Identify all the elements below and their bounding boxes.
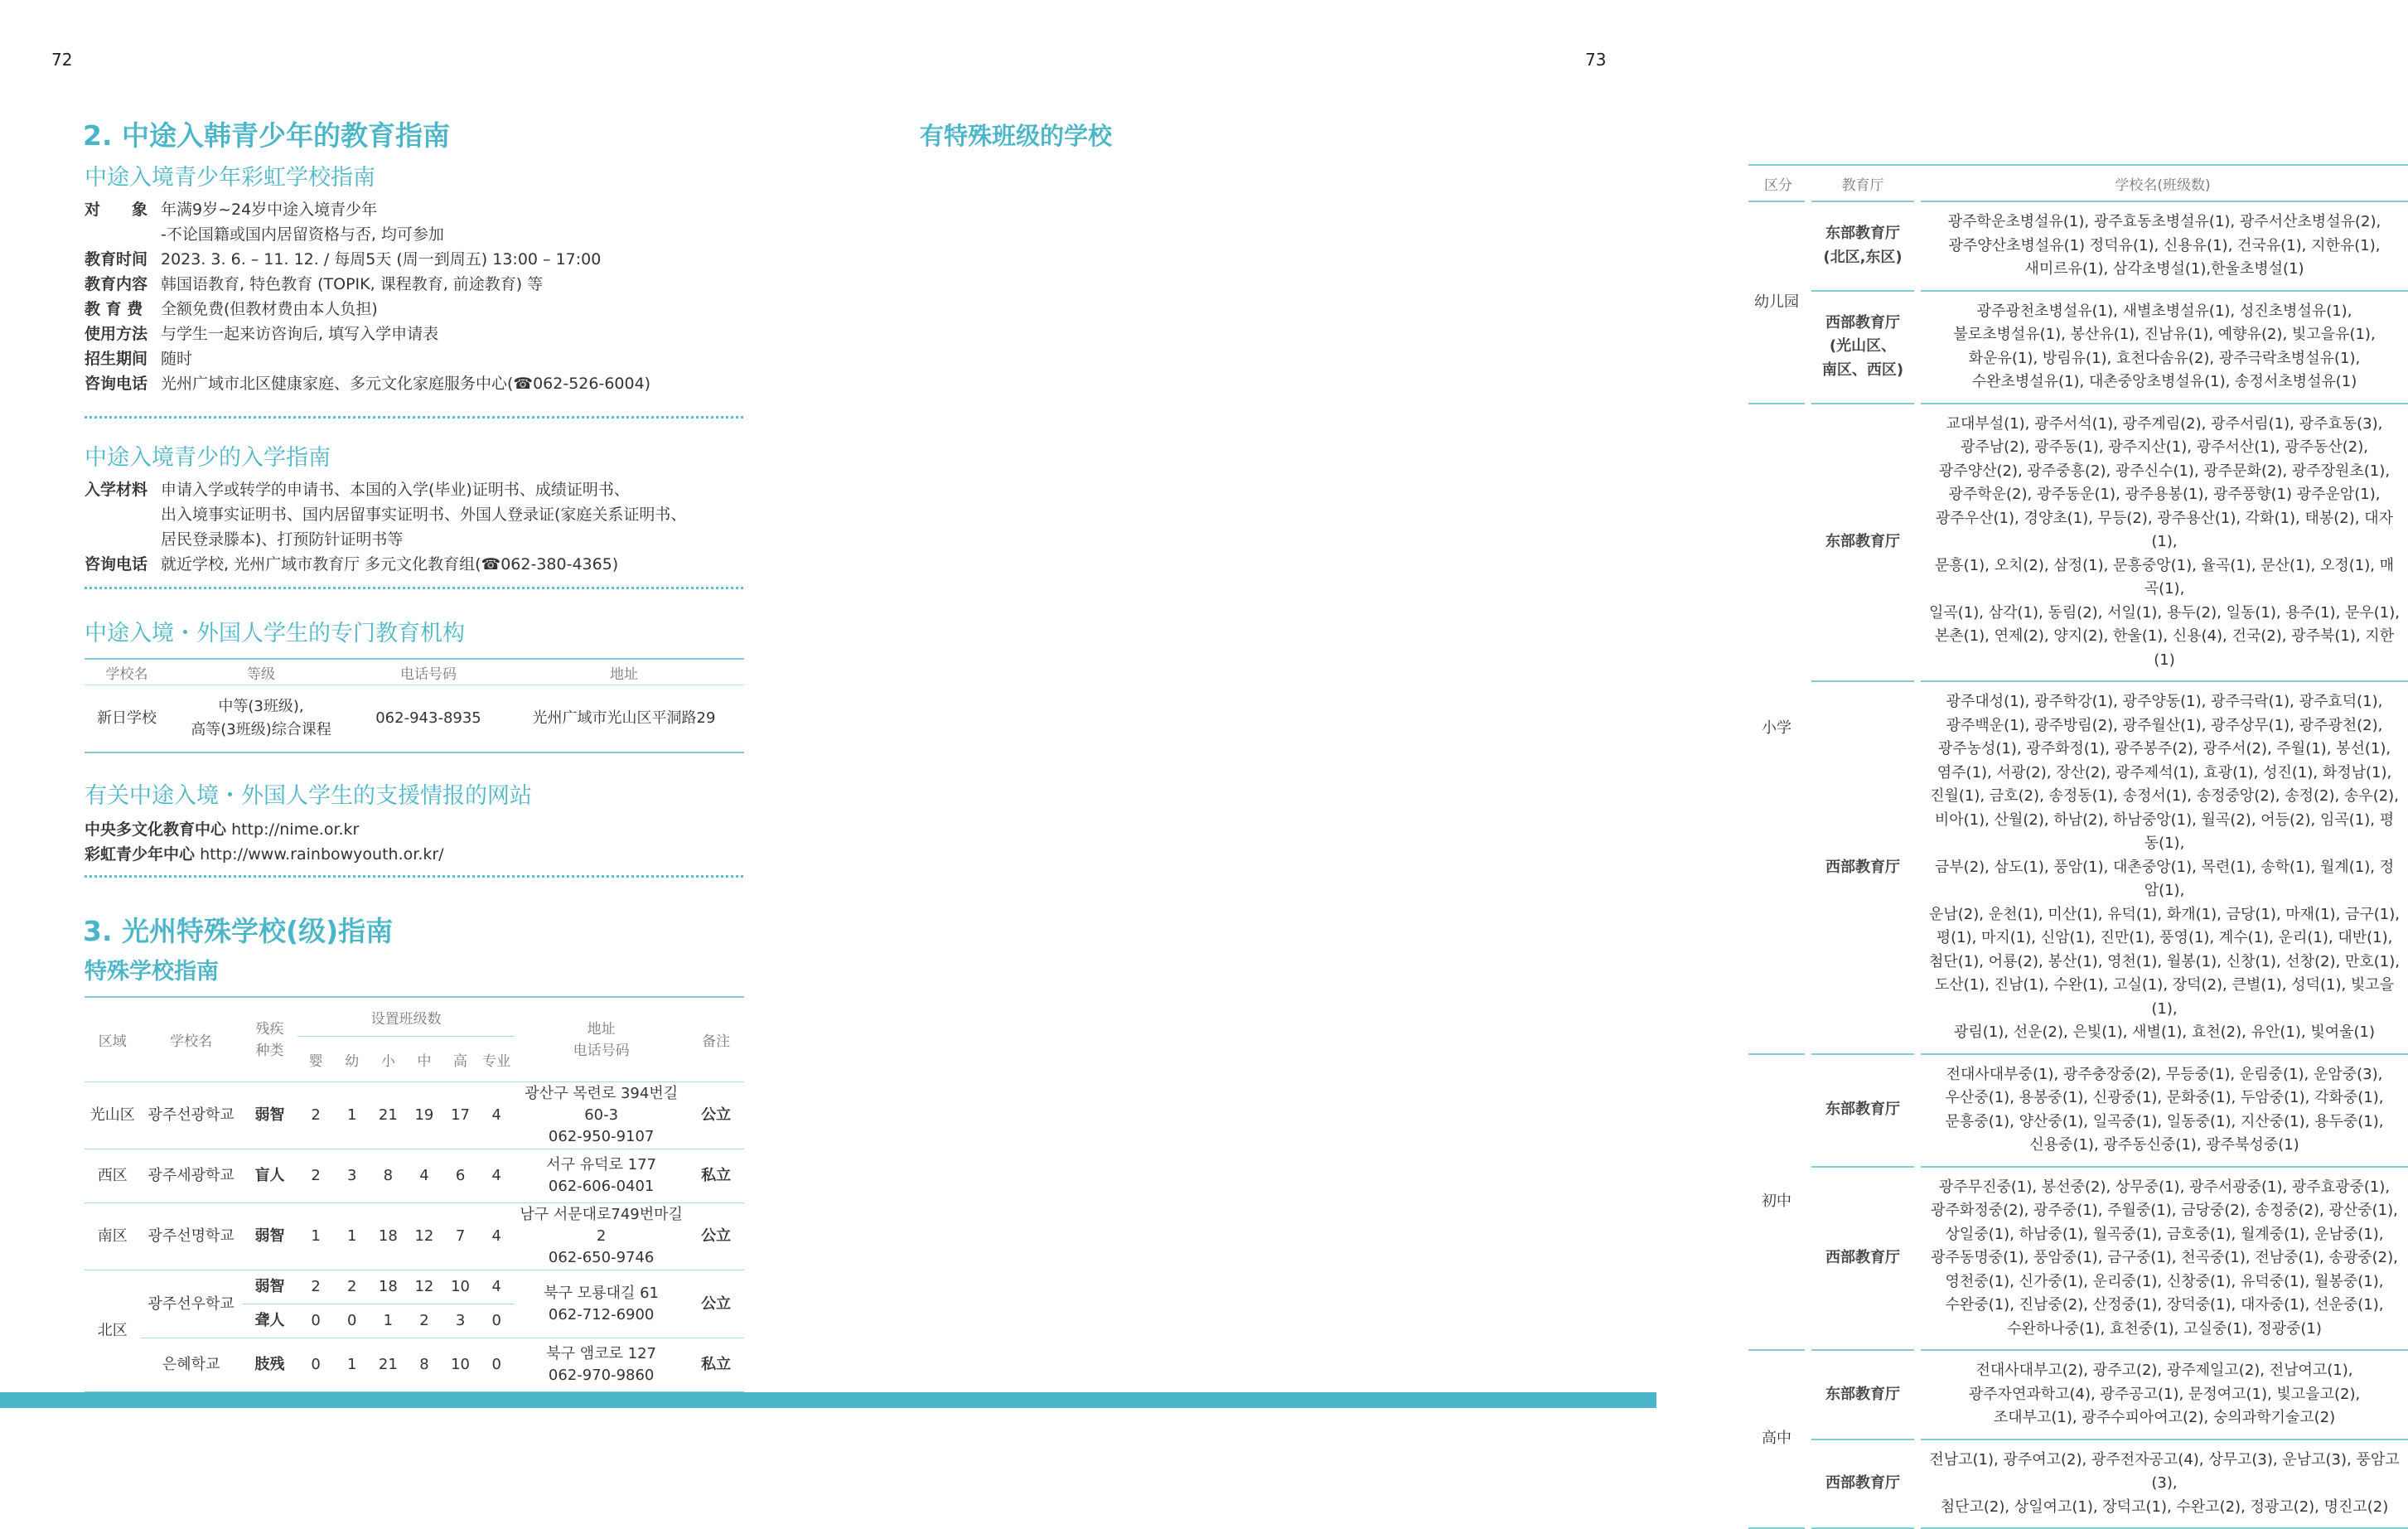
table-row: [1748, 1167, 2408, 1351]
school-list: 전대사대부중(1), 광주충장중(2), 무등중(1), 운림중(1), 운암중(3), 우산중(1), 용봉중(1), 신광중(1), 문화중(1), 두암중(1), 각화중(1), 문흥중(1), 양산중(1), 일곡중(1), 일동중(1), 지산중(1), 용두중(1), 신용중(1), 광주동신중(1), 광주북성중(1): [1917, 1054, 2408, 1167]
class-count: 8: [370, 1149, 407, 1203]
table-row: [1748, 291, 2408, 404]
info-value: 居民登录滕本)、打预防针证明书等: [161, 530, 404, 549]
info-row: [85, 502, 686, 527]
rainbow-school-title: 中途入境青少年彩虹学校指南: [85, 165, 375, 191]
class-count: 7: [442, 1203, 479, 1270]
school-name: 광주선우학교: [141, 1270, 242, 1338]
admission-guide-info: [85, 477, 686, 577]
school-phone: 062-943-8935: [353, 685, 504, 753]
class-count: 2: [297, 1082, 334, 1149]
school-address: 光州广域市光山区平洞路29: [504, 685, 744, 753]
class-count: 0: [478, 1304, 515, 1338]
col-class-level: 婴: [297, 1037, 334, 1082]
info-label: 入学材料: [85, 481, 148, 499]
table-row: [1748, 1054, 2408, 1167]
school-name: 광주선광학교: [141, 1082, 242, 1149]
class-count: 19: [406, 1082, 442, 1149]
note: 公立: [688, 1082, 744, 1149]
region: 光山区: [85, 1082, 141, 1149]
note: 私立: [688, 1149, 744, 1203]
info-label: [85, 222, 161, 247]
school-list: 교대부설(1), 광주서석(1), 광주계림(2), 광주서림(1), 광주효동(3), 광주남(2), 광주동(1), 광주지산(1), 광주서산(1), 광주동산(2), 광주양산(2), 광주중흥(2), 광주신수(1), 광주문화(2), 광주장원초(1), 광주학운(2), 광주동운(1), 광주용봉(1), 광주풍향(1) 광주운암(1), 광주우산(1), 경양초(1), 무등(2), 광주용산(1), 각화(1), 태봉(2), 대자(1), 문흥(1), 오치(2), 삼정(1), 문흥중앙(1), 율곡(1), 문산(1), 오정(1), 매곡(1), 일곡(1), 삼각(1), 동림(2), 서일(1), 용두(2), 일동(1), 용주(1), 문우(1), 본촌(1), 연제(2), 양지(2), 한울(1), 신용(4), 건국(2), 광주북(1), 지한(1): [1917, 404, 2408, 682]
divider: [85, 416, 743, 419]
info-label: 使用方法: [85, 325, 148, 343]
disability-type: 肢残: [242, 1338, 298, 1393]
info-row: [85, 272, 650, 297]
info-value: 韩国语教育, 特色教育 (TOPIK, 课程教育, 前途教育) 等: [161, 275, 544, 293]
class-count: 4: [478, 1203, 515, 1270]
note: 公立: [688, 1203, 744, 1270]
class-count: 0: [334, 1304, 370, 1338]
col-note: 备注: [688, 997, 744, 1082]
special-school-table: [85, 996, 744, 1393]
info-label: 对 象: [85, 201, 148, 219]
class-count: 6: [442, 1149, 479, 1203]
category: 初中: [1748, 1054, 1808, 1351]
class-count: 0: [478, 1338, 515, 1393]
class-count: 4: [478, 1082, 515, 1149]
info-value: -不论国籍或国内居留资格与否, 均可参加: [161, 225, 444, 244]
class-count: 3: [334, 1149, 370, 1203]
info-value: 全额免费(但教材费由本人负担): [161, 300, 378, 318]
website-link[interactable]: http://nime.or.kr: [231, 820, 360, 839]
school-name: 광주선명학교: [141, 1203, 242, 1270]
table-row: [1748, 404, 2408, 682]
info-row: [85, 222, 650, 247]
school-list: 전남고(1), 광주여고(2), 광주전자공고(4), 상무고(3), 운남고(3), 풍암고(3), 첨단고(2), 상일여고(1), 장덕고(1), 수완고(2), 정광고(2), 명진고(2): [1917, 1439, 2408, 1529]
info-row: [85, 297, 650, 322]
class-count: 4: [406, 1149, 442, 1203]
right-page: [829, 0, 2401, 1516]
class-count: 2: [334, 1270, 370, 1304]
phone: 062-950-9107: [548, 1128, 655, 1145]
table-row: [85, 1270, 744, 1304]
education-office: 东部教育厅: [1808, 404, 1917, 682]
col-class-level: 中: [406, 1037, 442, 1082]
school-name: 新日学校: [85, 685, 169, 753]
col-schools: 学校名(班级数): [1917, 165, 2408, 201]
school-name: 은혜학교: [141, 1338, 242, 1393]
education-office: 西部教育厅: [1808, 681, 1917, 1054]
note: 公立: [688, 1270, 744, 1338]
info-row: [85, 527, 686, 552]
region: 北区: [85, 1270, 141, 1393]
address: 서구 유덕로 177: [546, 1156, 657, 1173]
col-office: 教育厅: [1808, 165, 1917, 201]
info-value: 光州广域市北区健康家庭、多元文化家庭服务中心(☎062-526-6004): [161, 375, 651, 393]
disability-type: 弱智: [242, 1270, 298, 1304]
divider: [85, 875, 743, 878]
education-office: 东部教育厅: [1808, 1054, 1917, 1167]
class-count: 12: [406, 1203, 442, 1270]
table-row: [1748, 201, 2408, 291]
table-row: [85, 685, 744, 753]
class-count: 17: [442, 1082, 479, 1149]
school-name: 광주세광학교: [141, 1149, 242, 1203]
table-row: [85, 1203, 744, 1270]
info-label: 招生期间: [85, 350, 148, 368]
address: 북구 앰코로 127: [546, 1345, 657, 1362]
class-count: 18: [370, 1203, 407, 1270]
rainbow-school-info: [85, 197, 650, 396]
class-count: 2: [297, 1270, 334, 1304]
institution-title: 中途入境・外国人学生的专门教育机构: [85, 621, 465, 646]
info-row: [85, 322, 650, 346]
class-count: 21: [370, 1338, 407, 1393]
list-item: 彩虹青少年中心 http://www.rainbowyouth.or.kr/: [85, 842, 444, 867]
class-count: 8: [406, 1338, 442, 1393]
class-count: 1: [370, 1304, 407, 1338]
col-category: 区分: [1748, 165, 1808, 201]
page-number-left: 72: [51, 50, 73, 70]
class-count: 0: [297, 1338, 334, 1393]
info-row: [85, 552, 686, 577]
class-count: 18: [370, 1270, 407, 1304]
website-link[interactable]: http://www.rainbowyouth.or.kr/: [200, 845, 444, 864]
institution-table: [85, 658, 744, 753]
col-school: 学校名: [141, 997, 242, 1082]
info-value: 随时: [161, 350, 193, 368]
school-list: 광주대성(1), 광주학강(1), 광주양동(1), 광주극락(1), 광주효덕(1), 광주백운(1), 광주방림(2), 광주월산(1), 광주상무(1), 광주광천(2), 광주농성(1), 광주화정(1), 광주봉주(2), 광주서(2), 주월(1), 봉선(1), 염주(1), 서광(2), 장산(2), 광주제석(1), 효광(1), 성진(1), 화정남(1), 진월(1), 금호(2), 송정동(1), 송정서(1), 송정중앙(2), 송정(2), 송우(2), 비아(1), 산월(2), 하남(2), 하남중앙(1), 월곡(2), 어등(2), 임곡(1), 평동(1), 금부(2), 삼도(1), 풍암(1), 대촌중앙(1), 목련(1), 송학(1), 월계(1), 정암(1), 운남(2), 운천(1), 미산(1), 유덕(1), 화개(1), 금당(1), 마재(1), 금구(1), 평(1), 마지(1), 신암(1), 진만(1), 풍영(1), 계수(1), 운리(1), 대반(1), 첨단(1), 어룡(2), 봉산(1), 영천(1), 월봉(1), 신창(1), 선창(2), 만호(1), 도산(1), 진남(1), 수완(1), 고실(1), 장덕(2), 큰별(1), 성덕(1), 빛고을(1), 광림(1), 선운(2), 은빛(1), 새별(1), 효천(2), 유안(1), 빛여울(1): [1917, 681, 2408, 1054]
address: 광산구 목련로 394번길 60-3: [525, 1085, 679, 1124]
class-count: 4: [478, 1149, 515, 1203]
info-label: 咨询电话: [85, 555, 148, 573]
special-class-title: 有特殊班级的学校: [920, 122, 1113, 150]
disability-type: 盲人: [242, 1149, 298, 1203]
category: 高中: [1748, 1350, 1808, 1528]
disability-type: 弱智: [242, 1082, 298, 1149]
address: 남구 서문대로749번마길 2: [520, 1206, 683, 1245]
info-value: 出入境事实证明书、国内居留事实证明书、外国人登录证(家庭关系证明书、: [161, 506, 687, 524]
school-level: 中等(3班级), 高等(3班级)综合课程: [169, 685, 353, 753]
school-list: 광주학운초병설유(1), 광주효동초병설유(1), 광주서산초병설유(2), 광주양산초병설유(1) 정덕유(1), 신용유(1), 건국유(1), 지한유(1), 새미르유(1), 삼각초병설(1),한울초병설(1): [1917, 201, 2408, 291]
info-value: 年满9岁~24岁中途入境青少年: [161, 201, 378, 219]
col-address: 地址 电话号码: [515, 997, 688, 1082]
table-row: [85, 1338, 744, 1393]
page-number-right: 73: [1585, 50, 1607, 70]
col-address: 地址: [504, 659, 744, 685]
education-office: 西部教育厅: [1808, 1439, 1917, 1529]
class-count: 1: [334, 1338, 370, 1393]
table-row: [1748, 1350, 2408, 1439]
class-count: 3: [442, 1304, 479, 1338]
info-label: [85, 527, 161, 552]
class-count: 2: [297, 1149, 334, 1203]
col-class-level: 幼: [334, 1037, 370, 1082]
phone: 062-970-9860: [548, 1367, 655, 1384]
info-label: [85, 502, 161, 527]
region: 西区: [85, 1149, 141, 1203]
address: 북구 모룡대길 61: [544, 1284, 659, 1302]
category: 小学: [1748, 404, 1808, 1054]
info-row: [85, 346, 650, 371]
footer-bar: [0, 1392, 1656, 1408]
education-office: 西部教育厅 (光山区、 南区、西区): [1808, 291, 1917, 404]
note: 私立: [688, 1338, 744, 1393]
col-region: 区域: [85, 997, 141, 1082]
info-row: [85, 197, 650, 222]
school-list: 광주무진중(1), 봉선중(2), 상무중(1), 광주서광중(1), 광주효광중(1), 광주화정중(2), 광주중(1), 주월중(1), 금당중(2), 송정중(2), 광산중(1), 상일중(1), 하남중(1), 월곡중(1), 금호중(1), 월계중(1), 운남중(1), 광주동명중(1), 풍암중(1), 금구중(1), 천곡중(1), 전남중(1), 송광중(2), 영천중(1), 신가중(1), 운리중(1), 신창중(1), 유덕중(1), 월봉중(1), 수완중(1), 진남중(2), 산정중(1), 장덕중(1), 대자중(1), 선운중(1), 수완하나중(1), 효천중(1), 고실중(1), 정광중(1): [1917, 1167, 2408, 1351]
table-row: [1748, 681, 2408, 1054]
class-count: 1: [334, 1082, 370, 1149]
table-row: [1748, 1439, 2408, 1529]
education-office: 西部教育厅: [1808, 1167, 1917, 1351]
col-class-level: 高: [442, 1037, 479, 1082]
info-value: 与学生一起来访咨询后, 填写入学申请表: [161, 325, 439, 343]
class-count: 4: [478, 1270, 515, 1304]
info-value: 2023. 3. 6. – 11. 12. / 每周5天 (周一到周五) 13:00 – 17:00: [161, 250, 602, 269]
info-row: [85, 371, 650, 396]
col-class-level: 专业: [478, 1037, 515, 1082]
col-class-level: 小: [370, 1037, 407, 1082]
address-phone: [515, 1082, 688, 1149]
phone: 062-606-0401: [548, 1178, 655, 1195]
left-page: [0, 0, 829, 1392]
websites-title: 有关中途入境・外国人学生的支援情报的网站: [85, 783, 532, 809]
list-item: 中央多文化教育中心 http://nime.or.kr: [85, 817, 444, 842]
address-phone: [515, 1203, 688, 1270]
col-level: 等级: [169, 659, 353, 685]
divider: [85, 587, 743, 589]
disability-type: 聋人: [242, 1304, 298, 1338]
region: 南区: [85, 1203, 141, 1270]
class-count: 1: [334, 1203, 370, 1270]
section3-title: 3. 光州特殊学校(级)指南: [83, 915, 394, 947]
class-count: 1: [297, 1203, 334, 1270]
phone: 062-650-9746: [548, 1249, 655, 1266]
school-list: 전대사대부고(2), 광주고(2), 광주제일고(2), 전남여고(1), 광주자연과학고(4), 광주공고(1), 문정여고(1), 빛고을고(2), 조대부고(1), 광주수피아여고(2), 숭의과학기술고(2): [1917, 1350, 2408, 1439]
class-count: 2: [406, 1304, 442, 1338]
address-phone: [515, 1149, 688, 1203]
info-label: 教育时间: [85, 250, 148, 269]
info-label: 教育内容: [85, 275, 148, 293]
info-value: 申请入学或转学的申请书、本国的入学(毕业)证明书、成绩证明书、: [161, 481, 630, 499]
class-count: 21: [370, 1082, 407, 1149]
special-school-title: 特殊学校指南: [85, 959, 219, 985]
class-count: 10: [442, 1338, 479, 1393]
phone: 062-712-6900: [548, 1305, 655, 1323]
info-label: 咨询电话: [85, 375, 148, 393]
info-row: [85, 477, 686, 502]
col-school-name: 学校名: [85, 659, 169, 685]
address-phone: [515, 1270, 688, 1338]
info-row: [85, 247, 650, 272]
class-count: 12: [406, 1270, 442, 1304]
table-row: [85, 1149, 744, 1203]
class-count: 10: [442, 1270, 479, 1304]
col-disability: 残疾 种类: [242, 997, 298, 1082]
admission-guide-title: 中途入境青少的入学指南: [85, 445, 331, 471]
disability-type: 弱智: [242, 1203, 298, 1270]
col-phone: 电话号码: [353, 659, 504, 685]
school-list: 광주광천초병설유(1), 새별초병설유(1), 성진초병설유(1), 불로초병설유(1), 봉산유(1), 진남유(1), 예향유(2), 빛고을유(1), 화운유(1), 방림유(1), 효천다솜유(2), 광주극락초병설유(1), 수완초병설유(1), 대촌중앙초병설유(1), 송정서초병설유(1): [1917, 291, 2408, 404]
col-classes: 设置班级数: [297, 997, 515, 1037]
address-phone: [515, 1338, 688, 1393]
education-office: 东部教育厅 (北区,东区): [1808, 201, 1917, 291]
section2-title: 2. 中途入韩青少年的教育指南: [83, 119, 450, 152]
table-row: [85, 1082, 744, 1149]
info-value: 就近学校, 光州广域市教育厅 多元文化教育组(☎062-380-4365): [161, 555, 619, 573]
category: 幼儿园: [1748, 201, 1808, 404]
info-label: 教 育 费: [85, 300, 143, 318]
education-office: 东部教育厅: [1808, 1350, 1917, 1439]
class-count: 0: [297, 1304, 334, 1338]
websites-list: [85, 817, 444, 867]
special-class-table: [1748, 164, 2408, 1529]
